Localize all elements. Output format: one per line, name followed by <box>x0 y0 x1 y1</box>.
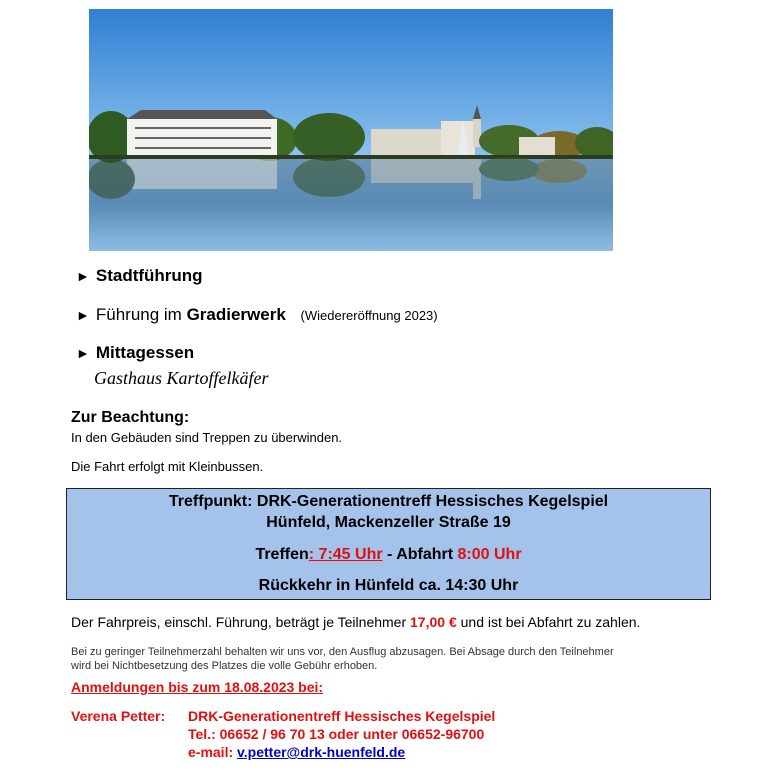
item-mittagessen: ► Mittagessen <box>76 343 195 362</box>
meeting-times: Treffen: 7:45 Uhr - Abfahrt 8:00 Uhr <box>255 546 522 563</box>
item-gradierwerk: ► Führung im Gradierwerk (Wiedereröffnung 2023) <box>76 305 438 324</box>
contact-tel: Tel.: 06652 / 96 70 13 oder unter 06652-96700 <box>188 726 485 742</box>
restaurant-name: Gasthaus Kartoffelkäfer <box>94 368 269 388</box>
contact-name: Verena Petter: <box>71 708 166 724</box>
notice-heading: Zur Beachtung: <box>71 409 190 426</box>
contact-email-line: e-mail: v.petter@drk-huenfeld.de <box>188 744 406 760</box>
arrow-icon: ► <box>76 307 90 323</box>
arrow-icon: ► <box>76 268 90 284</box>
email-link[interactable]: v.petter@drk-huenfeld.de <box>237 744 406 760</box>
registration-heading: Anmeldungen bis zum 18.08.2023 bei: <box>71 679 324 695</box>
meeting-box <box>66 488 711 600</box>
return-time: Rückkehr in Hünfeld ca. 14:30 Uhr <box>258 577 519 594</box>
notice-line-1: In den Gebäuden sind Treppen zu überwinden. <box>71 430 343 445</box>
meeting-place: Treffpunkt: DRK-Generationentreff Hessisches Kegelspiel <box>168 493 609 510</box>
arrow-icon: ► <box>76 345 90 361</box>
price-line: Der Fahrpreis, einschl. Führung, beträgt je Teilnehmer 17,00 € und ist bei Abfahrt zu zahlen. <box>71 614 641 630</box>
notice-line-2: Die Fahrt erfolgt mit Kleinbussen. <box>71 459 264 474</box>
contact-org: DRK-Generationentreff Hessisches Kegelspiel <box>188 708 496 724</box>
lake-castle-photo <box>89 9 613 251</box>
fineprint-line-1: Bei zu geringer Teilnehmerzahl behalten wir uns vor, den Ausflug abzusagen. Bei Absage durch den Teilnehmer <box>71 646 614 658</box>
meeting-address: Hünfeld, Mackenzeller Straße 19 <box>266 514 511 531</box>
item-stadtfuehrung: ► Stadtführung <box>76 266 203 285</box>
fineprint-line-2: wird bei Nichtbesetzung des Platzes die volle Gebühr erhoben. <box>71 660 378 672</box>
